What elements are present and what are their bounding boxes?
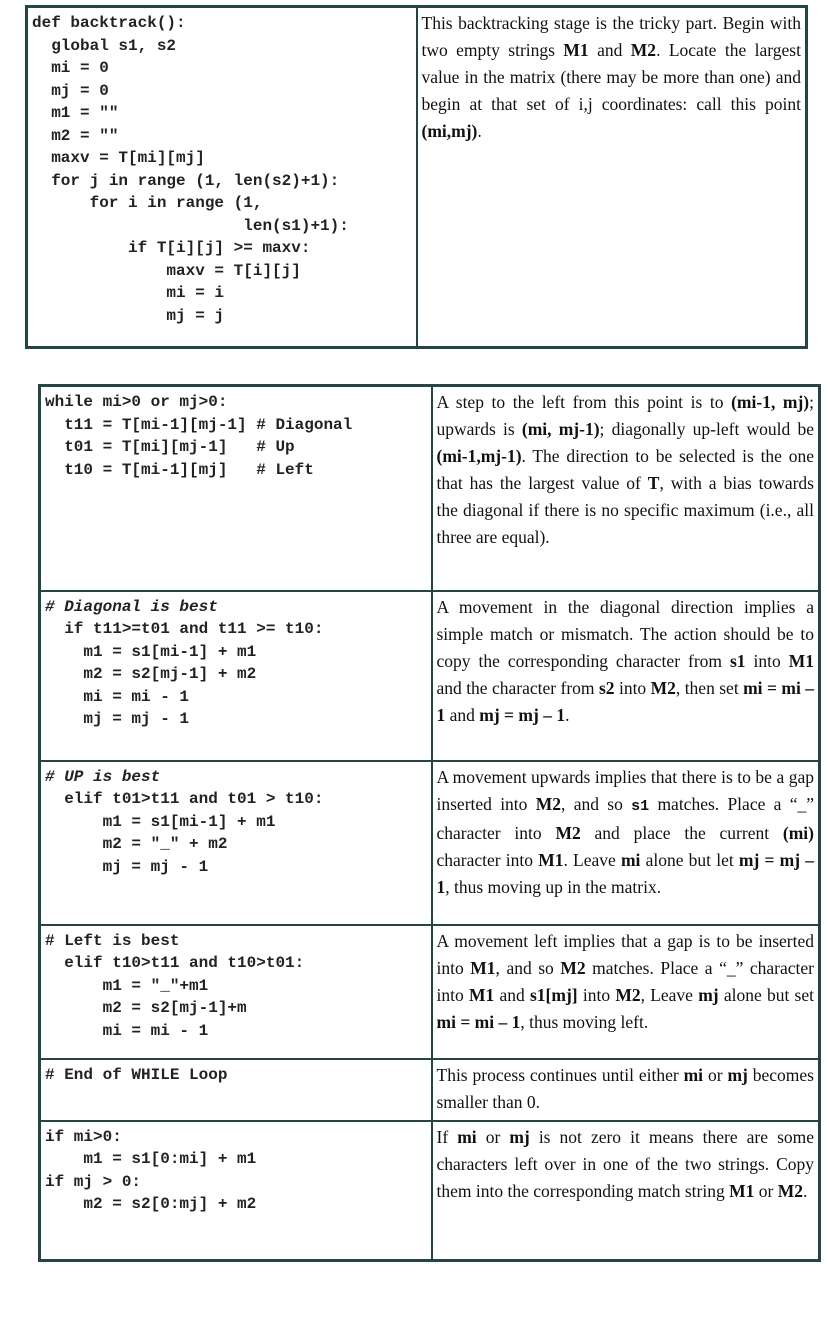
- description-text: This process continues until either mi or mj becomes smaller than 0.: [436, 1064, 814, 1112]
- code-block: # End of WHILE Loop: [45, 1065, 228, 1084]
- table-row: [40, 386, 820, 591]
- code-block: # UP is best elif t01>t11 and t01 > t10: m1 = s1[mi-1] + m1 m2 = "_" + m2 mj = mj - 1: [45, 767, 324, 876]
- code-cell: [40, 1121, 432, 1261]
- description-cell: [432, 761, 820, 925]
- code-block: if mi>0: m1 = s1[0:mi] + m1 if mj > 0: m2 = s2[0:mj] + m2: [45, 1127, 257, 1213]
- code-block: def backtrack(): global s1, s2 mi = 0 mj = 0 m1 = "" m2 = "" maxv = T[mi][mj] for j in range (1, len(s2)+1): for i in range (1, len(s1)+1): if T[i][j] >= maxv: maxv = T[i][j] mi = i mj = j: [32, 14, 349, 325]
- code-cell: [27, 7, 417, 348]
- code-cell: [40, 386, 432, 591]
- description-cell: [432, 925, 820, 1059]
- code-cell: [40, 591, 432, 761]
- code-block: while mi>0 or mj>0: t11 = T[mi-1][mj-1] # Diagonal t01 = T[mi][mj-1] # Up t10 = T[mi-1][mj] # Left: [45, 393, 353, 479]
- code-block: # Diagonal is best if t11>=t01 and t11 >= t10: m1 = s1[mi-1] + m1 m2 = s2[mj-1] + m2 mi = mi - 1 mj = mj - 1: [45, 597, 324, 728]
- description-text: If mi or mj is not zero it means there are some characters left over in one of the two strings. Copy them into the corresponding match string M1 or M2.: [436, 1126, 815, 1201]
- description-cell: [432, 1059, 820, 1121]
- table-row: [27, 7, 807, 348]
- code-cell: [40, 1059, 432, 1121]
- code-cell: [40, 925, 432, 1059]
- code-block: # Left is best elif t10>t11 and t10>t01: m1 = "_"+m1 m2 = s2[mj-1]+m mi = mi - 1: [45, 931, 305, 1040]
- backtrack-loop-table: [38, 384, 821, 1262]
- table-row: [40, 1059, 820, 1121]
- description-text: This backtracking stage is the tricky part. Begin with two empty strings M1 and M2. Locate the largest value in the matrix (there may be more than one) and begin at that set of i,j coordinates: call this point (mi,mj).: [421, 13, 801, 141]
- table-row: [40, 591, 820, 761]
- code-cell: [40, 761, 432, 925]
- table-row: [40, 761, 820, 925]
- table-row: [40, 925, 820, 1059]
- description-cell: [432, 1121, 820, 1261]
- table-row: [40, 1121, 820, 1261]
- backtrack-init-table: [25, 5, 808, 349]
- description-text: A step to the left from this point is to (mi-1, mj); upwards is (mi, mj-1); diagonally up-left would be (mi-1,mj-1). The direction to be selected is the one that has the largest value of T, with a bias towards the diagonal if there is no specific maximum (i.e., all three are equal).: [436, 392, 815, 547]
- description-text: A movement in the diagonal direction implies a simple match or mismatch. The action should be to copy the corresponding character from s1 into M1 and the character from s2 into M2, then set mi = mi – 1 and mj = mj – 1.: [436, 596, 814, 725]
- description-cell: [432, 386, 820, 591]
- description-cell: [417, 7, 807, 348]
- description-text: A movement upwards implies that there is to be a gap inserted into M2, and so s1 matches. Place a “_” character into M2 and place the current (mi) character into M1. Leave mi alone but let mj = mj – 1, thus moving up in the matrix.: [436, 766, 815, 897]
- description-cell: [432, 591, 820, 761]
- description-text: A movement left implies that a gap is to be inserted into M1, and so M2 matches. Place a “_” character into M1 and s1[mj] into M2, Leave mj alone but set mi = mi – 1, thus moving left.: [436, 930, 815, 1032]
